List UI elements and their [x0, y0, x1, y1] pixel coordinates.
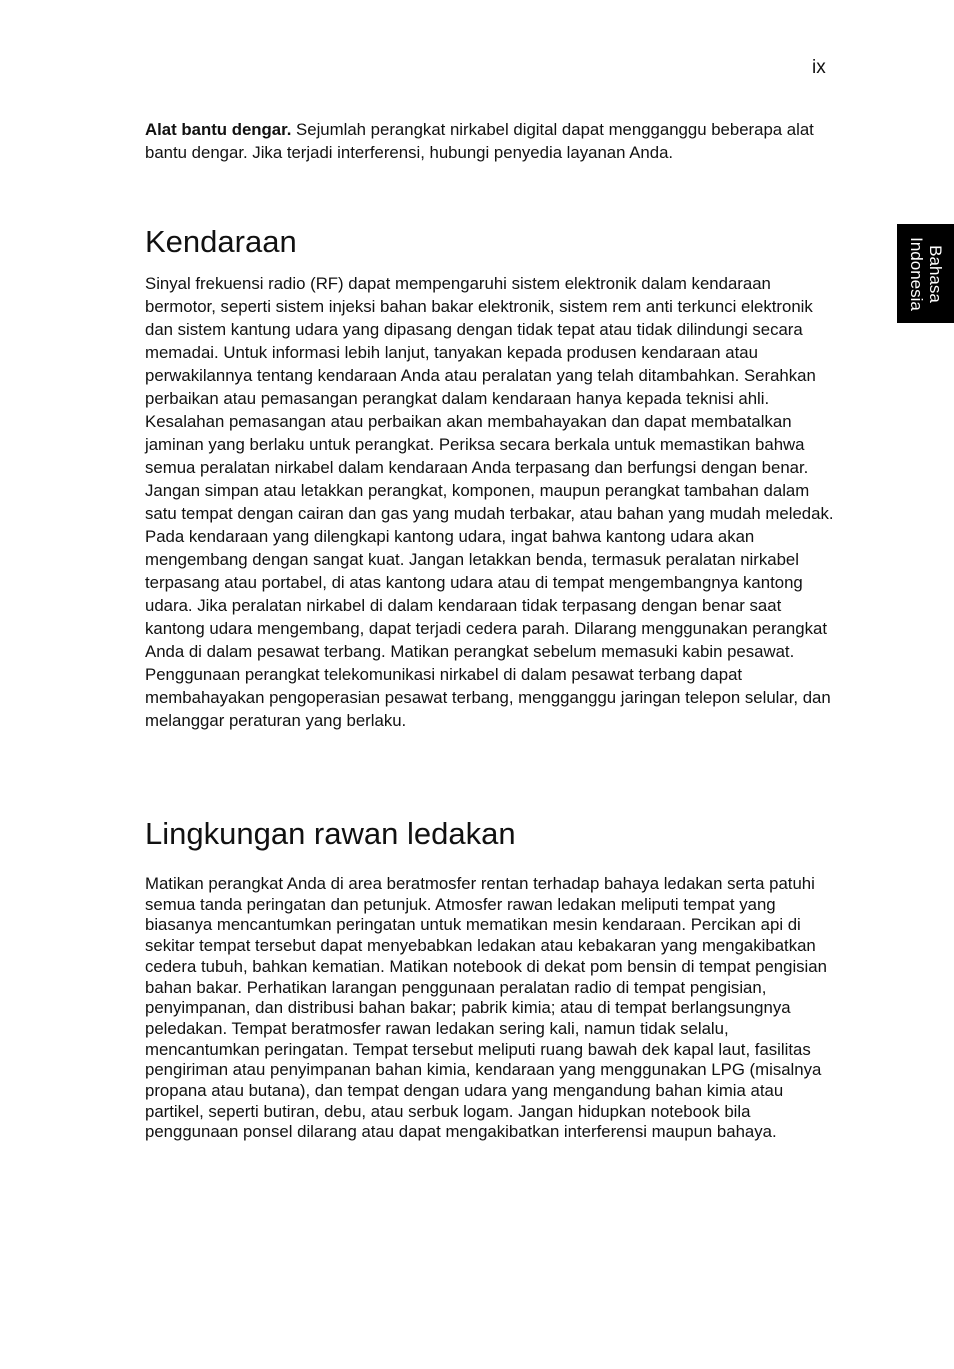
language-tab	[897, 224, 954, 323]
page-number: ix	[812, 57, 826, 78]
section-body-lingkungan: Matikan perangkat Anda di area beratmosfer rentan terhadap bahaya ledakan serta patuhi semua tanda peringatan dan petunjuk. Atmosfer rawan ledakan meliputi tempat yang biasanya mencantumkan peringatan untuk mematikan mesin kendaraan. Percikan api di sekitar tempat tersebut dapat menyebabkan ledakan atau kebakaran yang mengakibatkan cedera tubuh, bahkan kematian. Matikan notebook di dekat pom bensin di tempat pengisian bahan bakar. Perhatikan larangan penggunaan peralatan radio di tempat pengisian, penyimpanan, dan distribusi bahan bakar; pabrik kimia; atau di tempat berlangsungnya peledakan. Tempat beratmosfer rawan ledakan sering kali, namun tidak selalu, mencantumkan peringatan. Tempat tersebut meliputi ruang bawah dek kapal laut, fasilitas pengiriman atau penyimpanan bahan kimia, kendaraan yang menggunakan LPG (misalnya propana atau butana), dan tempat dengan udara yang mengandung bahan kimia atau partikel, seperti butiran, debu, atau serbuk logam. Jangan hidupkan notebook bila penggunaan ponsel dilarang atau dapat mengakibatkan interferensi maupun bahaya.	[145, 874, 827, 1142]
intro-text: Sejumlah perangkat nirkabel digital dapat mengganggu beberapa alat bantu dengar. Jika terjadi interferensi, hubungi penyedia layanan Anda.	[145, 120, 814, 162]
section-body-kendaraan: Sinyal frekuensi radio (RF) dapat mempengaruhi sistem elektronik dalam kendaraan bermotor, seperti sistem injeksi bahan bakar elektronik, sistem rem anti terkunci elektronik dan sistem kantung udara yang dipasang dengan tidak tepat atau tidak dilindungi secara memadai. Untuk informasi lebih lanjut, tanyakan kepada produsen kendaraan atau perwakilannya tentang kendaraan Anda atau peralatan yang telah ditambahkan. Serahkan perbaikan atau pemasangan perangkat dalam kendaraan hanya kepada teknisi ahli. Kesalahan pemasangan atau perbaikan akan membahayakan dan dapat membatalkan jaminan yang berlaku untuk perangkat. Periksa secara berkala untuk memastikan bahwa semua peralatan nirkabel dalam kendaraan Anda terpasang dan berfungsi dengan benar. Jangan simpan atau letakkan perangkat, komponen, maupun perangkat tambahan dalam satu tempat dengan cairan dan gas yang mudah terbakar, atau bahan yang mudah meledak. Pada kendaraan yang dilengkapi kantong udara, ingat bahwa kantong udara akan mengembang dengan sangat kuat. Jangan letakkan benda, termasuk peralatan nirkabel terpasang atau portabel, di atas kantong udara atau di tempat mengembangnya kantong udara. Jika peralatan nirkabel di dalam kendaraan tidak terpasang dengan benar saat kantong udara mengembang, dapat terjadi cedera parah. Dilarang menggunakan perangkat Anda di dalam pesawat terbang. Matikan perangkat sebelum memasuki kabin pesawat. Penggunaan perangkat telekomunikasi nirkabel di dalam pesawat terbang dapat membahayakan pengoperasian pesawat terbang, mengganggu jaringan telepon selular, dan melanggar peraturan yang berlaku.	[145, 274, 834, 730]
language-tab-line1: Bahasa	[925, 244, 945, 303]
section-heading-kendaraan: Kendaraan	[145, 224, 297, 259]
intro-paragraph	[145, 118, 835, 164]
language-tab-label	[907, 237, 945, 311]
intro-bold-lead: Alat bantu dengar.	[145, 120, 292, 139]
section-heading-lingkungan: Lingkungan rawan ledakan	[145, 816, 516, 851]
language-tab-line2: Indonesia	[906, 236, 926, 311]
